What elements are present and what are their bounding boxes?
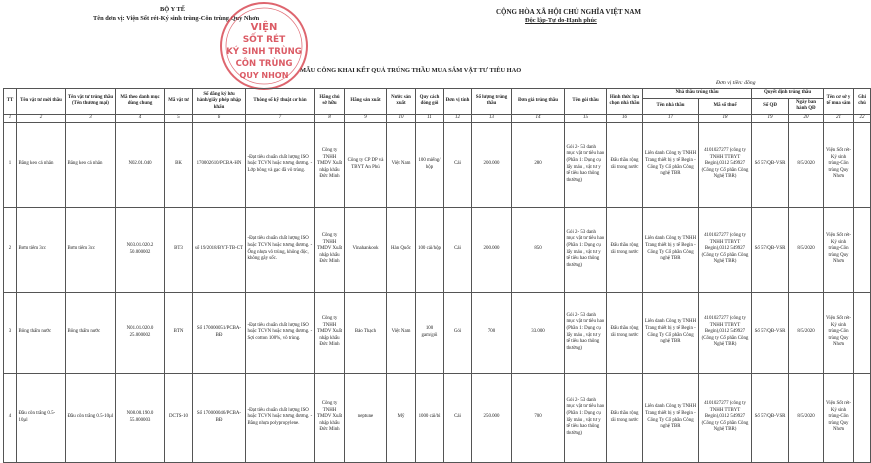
col-ma-danh-muc: Mã theo danh mục dùng chung xyxy=(116,89,165,115)
cell-ma-vat-tu: DCTS-10 xyxy=(165,373,193,462)
cell-tt: 4 xyxy=(4,373,17,462)
cell-ma-vat-tu: BTN xyxy=(165,292,193,373)
cell-so-dang-ky: số 19/2018/BYT-TB-CT xyxy=(193,207,246,292)
col-ten-trung-thau: Tên vật tư trúng thầu (Tên thương mại) xyxy=(66,89,116,115)
col-ma-vat-tu: Mã vật tư xyxy=(165,89,193,115)
cell-hang-chu-so-huu: Công ty TNHH TMDV Xuất nhập khẩu Đức Minh xyxy=(315,122,345,207)
cell-ten-nha-thau: Liên danh Công ty TNHH Trang thiết bị y tế Begin - Công Ty Cổ phần Công nghệ TBR xyxy=(643,122,699,207)
cell-hang-san-xuat: neptune xyxy=(345,373,387,462)
col-ten-nha-thau: Tên nhà thầu xyxy=(643,98,699,114)
col-ma-so-thue: Mã số thuế xyxy=(699,98,752,114)
cell-so-dang-ky: Số 170000051/PCBA-BĐ xyxy=(193,292,246,373)
cell-ten-nha-thau: Liên danh Công ty TNHH Trang thiết bị y tế Begin - Công Ty Cổ phần Công nghệ TBR xyxy=(643,207,699,292)
col-ghi-chu: Ghi chú xyxy=(854,89,871,115)
cell-so-qd: Số 57/QĐ-VSR xyxy=(752,207,789,292)
col-hang-san-xuat: Hãng sản xuất xyxy=(345,89,387,115)
col-nuoc-san-xuat: Nước sản xuất xyxy=(387,89,416,115)
cell-don-gia: 33.000 xyxy=(512,292,565,373)
cell-ten-goi-thau: Gói 2- 53 danh mục vật tư tiêu hao (Phần 1: Dụng cụ lấy máu , vật tư y tế tiêu hao thông thường) xyxy=(565,122,607,207)
table-row xyxy=(4,207,871,292)
cell-ten-trung: Bơm tiêm 3cc xyxy=(66,207,116,292)
column-number: 21 xyxy=(824,114,854,122)
cell-don-vi-tinh: Cái xyxy=(444,373,472,462)
cell-ghi-chu xyxy=(854,207,871,292)
cell-so-luong: 700 xyxy=(472,292,512,373)
cell-thong-so: -Đạt tiêu chuẩn chất lượng ISO hoặc TCVN hoặc tương đương. - Ống nhựa vô trùng, không độc, không gây sốc. xyxy=(246,207,315,292)
cell-ma-so-thue: 4101027277 (công ty TNHH TTBYT Begin),0312 549927 (Công ty Cổ phần Công Nghệ TBR) xyxy=(699,207,752,292)
cell-ten-cs-mua-sam: Viện Sốt rét-Ký sinh trùng-Côn trùng Quy Nhơn xyxy=(824,122,854,207)
column-number: 7 xyxy=(246,114,315,122)
cell-hinh-thuc: Đấu thầu rộng rãi trong nước xyxy=(607,292,643,373)
cell-ma-danh-muc: N03.01.020.2 50.000002 xyxy=(116,207,165,292)
column-number: 13 xyxy=(472,114,512,122)
cell-ngay-ban-hanh: 8/5/2020 xyxy=(789,122,824,207)
col-ten-moi-thau: Tên vật tư mời thầu xyxy=(17,89,66,115)
cell-so-dang-ky: Số 170000046/PCBA-BĐ xyxy=(193,373,246,462)
cell-hang-san-xuat: Công ty CP DP và TBYT An Phú xyxy=(345,122,387,207)
cell-nuoc-san-xuat: Mỹ xyxy=(387,373,416,462)
cell-don-gia: 850 xyxy=(512,207,565,292)
procurement-results-table xyxy=(3,88,871,463)
col-hinh-thuc: Hình thức lựa chọn nhà thầu xyxy=(607,89,643,115)
cell-don-gia: 280 xyxy=(512,122,565,207)
cell-tt: 2 xyxy=(4,207,17,292)
group-quyet-dinh: Quyết định trúng thầu xyxy=(752,89,824,99)
column-number: 17 xyxy=(643,114,699,122)
cell-ten-moi: Bơm tiêm 3cc xyxy=(17,207,66,292)
cell-ten-moi: Bông thấm nước xyxy=(17,292,66,373)
column-number: 5 xyxy=(165,114,193,122)
cell-ma-danh-muc: N08.00.190.0 55.000003 xyxy=(116,373,165,462)
column-number: 12 xyxy=(444,114,472,122)
column-number: 16 xyxy=(607,114,643,122)
column-number: 9 xyxy=(345,114,387,122)
col-ngay-ban-hanh: Ngày ban hành QĐ xyxy=(789,98,824,114)
cell-ma-so-thue: 4101027277 (công ty TNHH TTBYT Begin),0312 549927 (Công ty Cổ phần Công Nghệ TBR) xyxy=(699,122,752,207)
column-number: 18 xyxy=(699,114,752,122)
table-row xyxy=(4,292,871,373)
cell-hang-chu-so-huu: Công ty TNHH TMDV Xuất nhập khẩu Đức Minh xyxy=(315,207,345,292)
stamp-line-4: CÔN TRÙNG xyxy=(235,59,293,69)
cell-so-luong: 200.000 xyxy=(472,122,512,207)
cell-ten-moi: Đầu côn trắng 0.5-10µl xyxy=(17,373,66,462)
column-number: 6 xyxy=(193,114,246,122)
cell-ten-cs-mua-sam: Viện Sốt rét-Ký sinh trùng-Côn trùng Quy Nhơn xyxy=(824,292,854,373)
col-tt: TT xyxy=(4,89,17,115)
cell-ten-nha-thau: Liên danh Công ty TNHH Trang thiết bị y tế Begin - Công Ty Cổ phần Công nghệ TBR xyxy=(643,292,699,373)
document-title xyxy=(300,67,521,74)
unit-line: Tên đơn vị: Viện Sốt rét-Ký sinh trùng-Côn trùng Quy Nhơn xyxy=(93,15,260,22)
cell-hang-chu-so-huu: Công ty TNHH TMDV Xuất nhập khẩu Đức Minh xyxy=(315,373,345,462)
cell-quy-cach: 100 gam/gói xyxy=(416,292,444,373)
cell-ten-trung: Băng keo cá nhân xyxy=(66,122,116,207)
column-number: 1 xyxy=(4,114,17,122)
col-so-dang-ky: Số đăng ký lưu hành/giấy phép nhập khẩu xyxy=(193,89,246,115)
cell-quy-cach: 100 cái/hộp xyxy=(416,207,444,292)
cell-ma-danh-muc: N02.01.040 xyxy=(116,122,165,207)
table-row xyxy=(4,122,871,207)
cell-ma-so-thue: 4101027277 (công ty TNHH TTBYT Begin),0312 549927 (Công ty Cổ phần Công Nghệ TBR) xyxy=(699,373,752,462)
cell-so-dang-ky: 170002610/PCBA-HN xyxy=(193,122,246,207)
cell-quy-cach: 1000 cái/bì xyxy=(416,373,444,462)
cell-don-vi-tinh: Gói xyxy=(444,292,472,373)
table-row xyxy=(4,373,871,462)
ministry-label: BỘ Y TẾ xyxy=(160,6,185,13)
cell-ghi-chu xyxy=(854,122,871,207)
cell-thong-so: -Đạt tiêu chuẩn chất lượng ISO hoặc TCVN hoặc tương đương. - Lớp bông và gạc đã vô trùng. xyxy=(246,122,315,207)
cell-thong-so: -Đạt tiêu chuẩn chất lượng ISO hoặc TCVN hoặc tương đương. - Sợi cotton 100%, vô trùng. xyxy=(246,292,315,373)
column-number: 20 xyxy=(789,114,824,122)
col-quy-cach: Quy cách đóng gói xyxy=(416,89,444,115)
national-motto: Độc lập-Tự do-Hạnh phúc xyxy=(525,17,597,24)
cell-ma-so-thue: 4101027277 (công ty TNHH TTBYT Begin),0312 549927 (Công ty Cổ phần Công Nghệ TBR) xyxy=(699,292,752,373)
cell-don-vi-tinh: Cái xyxy=(444,207,472,292)
cell-tt: 3 xyxy=(4,292,17,373)
group-nha-thau: Nhà thầu trúng thầu xyxy=(643,89,752,99)
cell-hinh-thuc: Đấu thầu rộng rãi trong nước xyxy=(607,207,643,292)
column-number: 4 xyxy=(116,114,165,122)
cell-ma-vat-tu: BT3 xyxy=(165,207,193,292)
cell-don-gia: 700 xyxy=(512,373,565,462)
cell-ten-goi-thau: Gói 2- 53 danh mục vật tư tiêu hao (Phần 1: Dụng cụ lấy máu , vật tư y tế tiêu hao thông thường) xyxy=(565,207,607,292)
cell-ten-moi: Băng keo cá nhân xyxy=(17,122,66,207)
col-don-vi-tinh: Đơn vị tính xyxy=(444,89,472,115)
column-number: 19 xyxy=(752,114,789,122)
cell-hinh-thuc: Đấu thầu rộng rãi trong nước xyxy=(607,373,643,462)
cell-ten-goi-thau: Gói 2- 53 danh mục vật tư tiêu hao (Phần 1: Dụng cụ lấy máu , vật tư y tế tiêu hao thông thường) xyxy=(565,292,607,373)
column-number: 22 xyxy=(854,114,871,122)
republic-title: CỘNG HÒA XÃ HỘI CHỦ NGHĨA VIỆT NAM xyxy=(496,8,642,16)
cell-ten-nha-thau: Liên danh Công ty TNHH Trang thiết bị y tế Begin - Công Ty Cổ phần Công nghệ TBR xyxy=(643,373,699,462)
document-title-prefix: MẪU xyxy=(300,67,316,74)
cell-ma-danh-muc: N01.01.020.0 25.000002 xyxy=(116,292,165,373)
cell-so-qd: Số 57/QĐ-VSR xyxy=(752,292,789,373)
col-so-luong: Số lượng trúng thầu xyxy=(472,89,512,115)
cell-so-qd: Số 57/QĐ-VSR xyxy=(752,122,789,207)
cell-nuoc-san-xuat: Hàn Quốc xyxy=(387,207,416,292)
cell-ma-vat-tu: BK xyxy=(165,122,193,207)
cell-ngay-ban-hanh: 8/5/2020 xyxy=(789,292,824,373)
col-so-qd: Số QĐ xyxy=(752,98,789,114)
official-red-stamp xyxy=(214,0,314,98)
column-number: 14 xyxy=(512,114,565,122)
currency-note: Đơn vị tiền: đồng xyxy=(716,80,756,86)
cell-thong-so: -Đạt tiêu chuẩn chất lượng ISO hoặc TCVN hoặc tương đương. - Bằng nhựa polypropylene. xyxy=(246,373,315,462)
cell-so-luong: 250.000 xyxy=(472,373,512,462)
column-number: 15 xyxy=(565,114,607,122)
col-ten-co-so: Tên cơ sở y tế mua sắm xyxy=(824,89,854,115)
column-number-row xyxy=(4,114,871,122)
cell-don-vi-tinh: Cái xyxy=(444,122,472,207)
cell-hang-san-xuat: Bảo Thạch xyxy=(345,292,387,373)
cell-tt: 1 xyxy=(4,122,17,207)
cell-ghi-chu xyxy=(854,373,871,462)
stamp-line-3: KÝ SINH TRÙNG xyxy=(226,47,302,57)
cell-quy-cach: 100 miếng/ hộp xyxy=(416,122,444,207)
cell-ten-goi-thau: Gói 2- 53 danh mục vật tư tiêu hao (Phần 1: Dụng cụ lấy máu , vật tư y tế tiêu hao thông thường) xyxy=(565,373,607,462)
stamp-line-1: VIỆN xyxy=(250,22,278,33)
col-hang-chu-so-huu: Hãng chủ sở hữu xyxy=(315,89,345,115)
document-title-text: CÔNG KHAI KẾT QUẢ TRÚNG THẦU MUA SẮM VẬT TƯ TIÊU HAO xyxy=(316,67,522,74)
col-ten-goi-thau: Tên gói thầu xyxy=(565,89,607,115)
cell-hang-san-xuat: Vinahankook xyxy=(345,207,387,292)
col-thong-so: Thông số kỹ thuật cơ bản xyxy=(246,89,315,115)
col-don-gia: Đơn giá trúng thầu xyxy=(512,89,565,115)
cell-ten-trung: Bông thấm nước xyxy=(66,292,116,373)
cell-ten-cs-mua-sam: Viện Sốt rét-Ký sinh trùng-Côn trùng Quy Nhơn xyxy=(824,373,854,462)
column-number: 8 xyxy=(315,114,345,122)
stamp-line-2: SỐT RÉT xyxy=(242,35,286,45)
column-number: 2 xyxy=(17,114,66,122)
cell-ghi-chu xyxy=(854,292,871,373)
cell-ten-cs-mua-sam: Viện Sốt rét-Ký sinh trùng-Côn trùng Quy Nhơn xyxy=(824,207,854,292)
cell-so-luong: 200.000 xyxy=(472,207,512,292)
cell-ngay-ban-hanh: 8/5/2020 xyxy=(789,207,824,292)
cell-hang-chu-so-huu: Công ty TNHH TMDV Xuất nhập khẩu Đức Minh xyxy=(315,292,345,373)
column-number: 11 xyxy=(416,114,444,122)
column-number: 10 xyxy=(387,114,416,122)
cell-ten-trung: Đầu côn trắng 0.5-10µl xyxy=(66,373,116,462)
cell-hinh-thuc: Đấu thầu rộng rãi trong nước xyxy=(607,122,643,207)
cell-nuoc-san-xuat: Việt Nam xyxy=(387,292,416,373)
cell-so-qd: Số 57/QĐ-VSR xyxy=(752,373,789,462)
cell-ngay-ban-hanh: 8/5/2020 xyxy=(789,373,824,462)
column-number: 3 xyxy=(66,114,116,122)
cell-nuoc-san-xuat: Việt Nam xyxy=(387,122,416,207)
stamp-line-5: QUY NHƠN xyxy=(239,71,289,80)
